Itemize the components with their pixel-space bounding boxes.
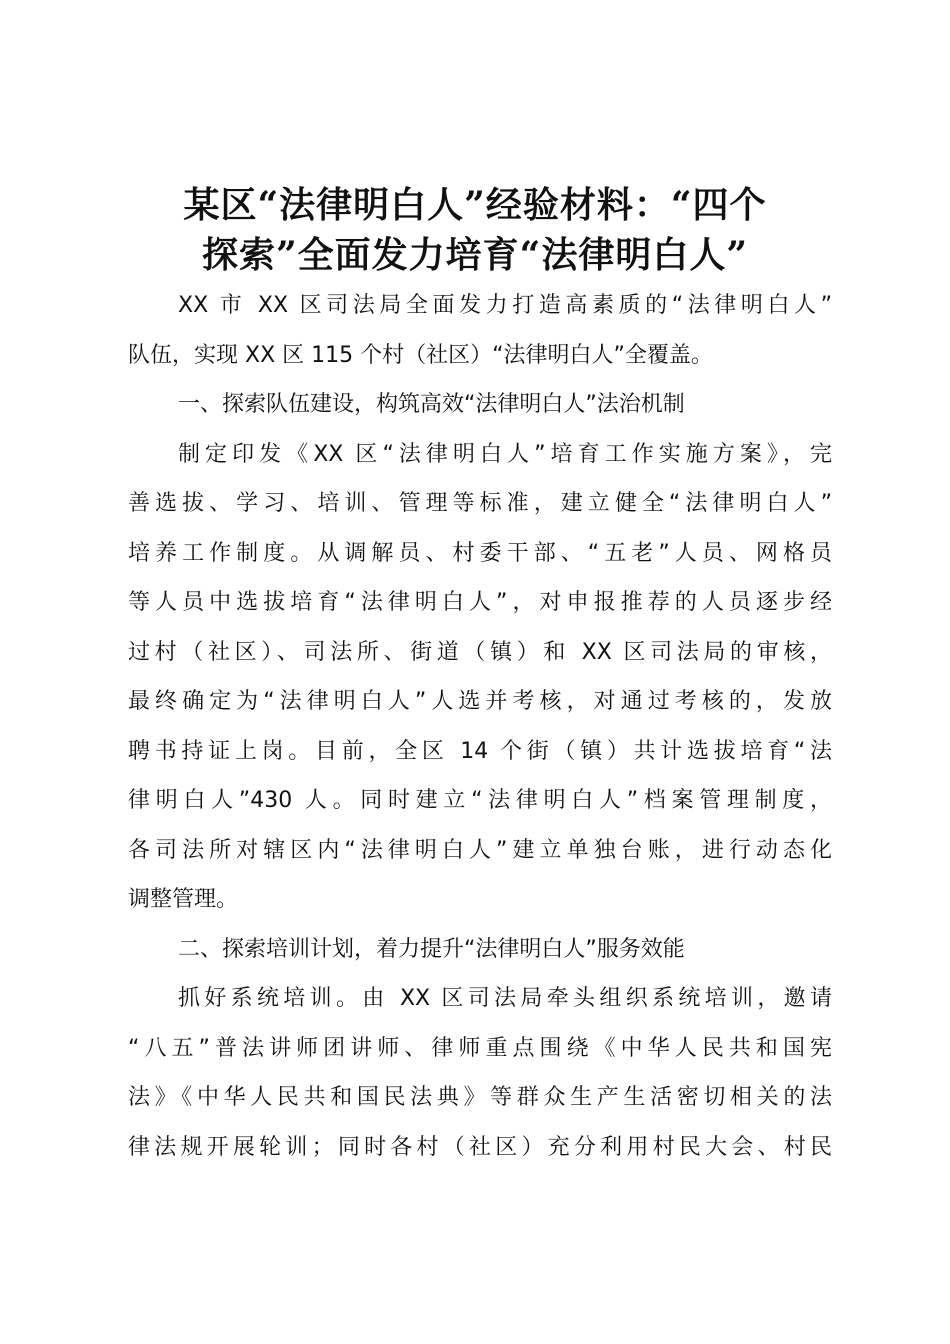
section-heading-1: 一、探索队伍建设，构筑高效“法律明白人”法治机制 [178,392,685,417]
text-line: 培养工作制度。从调解员、村委干部、“五老”人员、网格员 [128,540,832,566]
text-line: 善选拔、学习、培训、管理等标准，建立健全“法律明白人” [128,491,832,516]
text-line: 律法规开展轮训；同时各村（社区）充分利用村民大会、村民 [128,1134,832,1160]
text-line: 调整管理。 [128,887,239,912]
text-line: 制定印发《XX 区“法律明白人”培育工作实施方案》，完 [178,441,832,467]
text-line: 过村（社区）、司法所、街道（镇）和 XX 区司法局的审核， [128,639,832,665]
text-line: XX 市 XX 区司法局全面发力打造高素质的“法律明白人” [178,293,832,318]
text-line: 队伍，实现 XX 区 115 个村（社区）“法律明白人”全覆盖。 [128,342,713,368]
section-1-paragraph [128,430,832,925]
text-line: 聘书持证上岗。目前，全区 14 个街（镇）共计选拔培育“法 [128,738,832,764]
text-line: “八五”普法讲师团讲师、律师重点围绕《中华人民共和国宪 [128,1035,832,1061]
text-line: 等人员中选拔培育“法律明白人”，对申报推荐的人员逐步经 [128,590,832,615]
text-line: 抓好系统培训。由 XX 区司法局牵头组织系统培训，邀请 [178,986,832,1011]
section-2-paragraph [128,974,832,1172]
text-line: 律明白人”430 人。同时建立“法律明白人”档案管理制度， [128,788,832,813]
text-line: 各司法所对辖区内“法律明白人”建立单独台账，进行动态化 [128,837,832,863]
title-line-2: 探索”全面发力培育“法律明白人” [201,234,749,276]
text-line: 最终确定为“法律明白人”人选并考核，对通过考核的，发放 [128,689,832,714]
document-title [120,180,830,280]
text-line: 法》《中华人民共和国民法典》等群众生产生活密切相关的法 [128,1085,832,1110]
document-body [128,281,832,1172]
title-line-1: 某区“法律明白人”经验材料：“四个 [183,184,767,226]
section-heading-2: 二、探索培训计划，着力提升“法律明白人”服务效能 [178,936,685,962]
intro-paragraph [128,281,832,380]
